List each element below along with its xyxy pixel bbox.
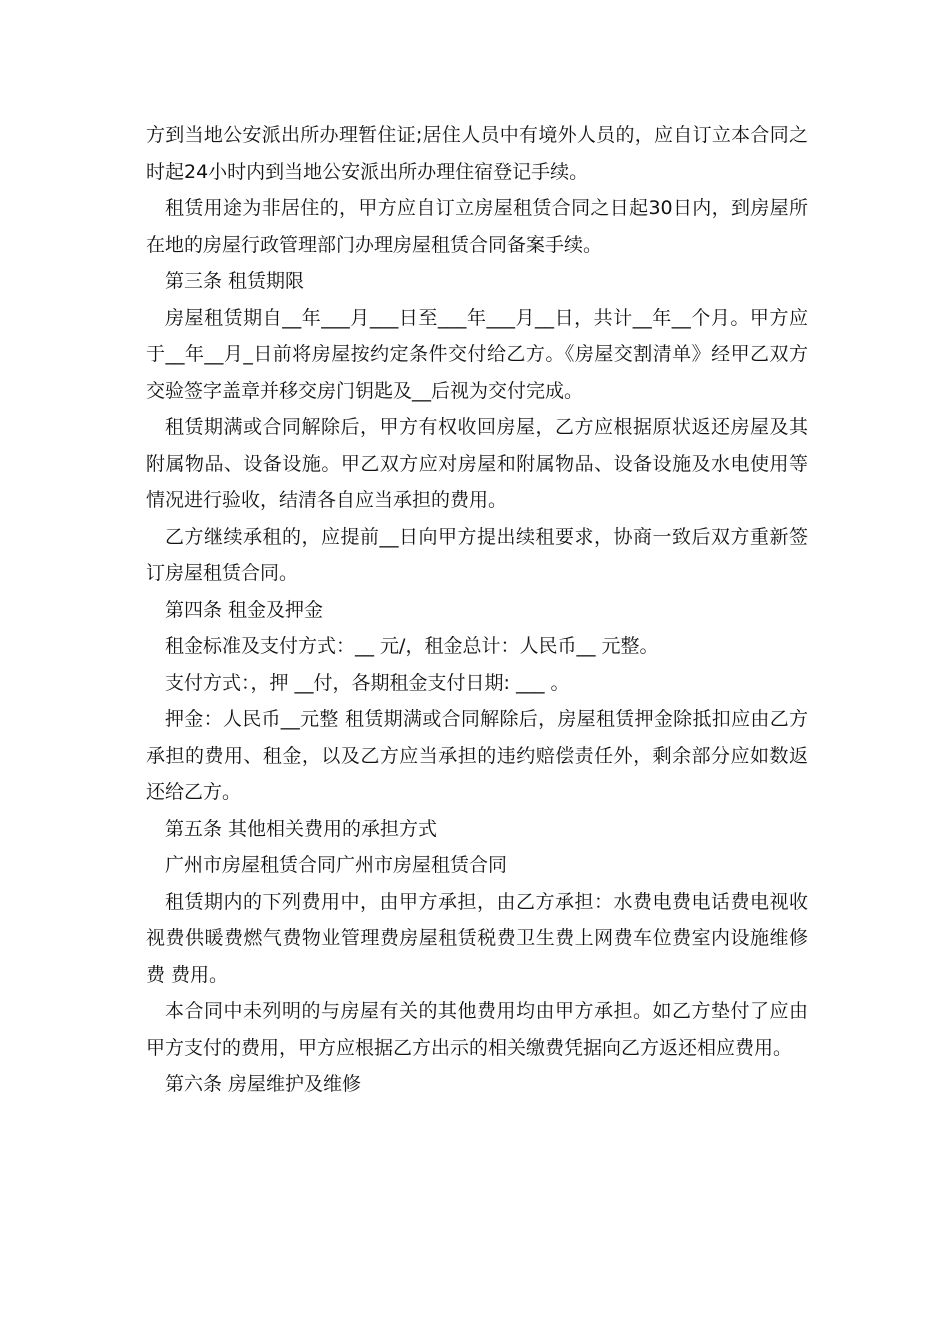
paragraph-payment-method: 支付方式：，押 __付，各期租金支付日期: ___ 。 — [165, 671, 570, 694]
paragraph-registration: 方到当地公安派出所办理暂住证;居住人员中有境外人员的，应自订立本合同之时起24小时内到当地公安派出所办理住宿登记手续。 — [146, 124, 808, 183]
section-heading-4: 第四条 租金及押金 — [165, 598, 324, 621]
section-heading-6: 第六条 房屋维护及维修 — [165, 1073, 362, 1095]
paragraph-renewal: 乙方继续承租的，应提前__日向甲方提出续租要求，协商一致后双方重新签订房屋租赁合同。 — [146, 525, 808, 584]
paragraph-other-fees: 本合同中未列明的与房屋有关的其他费用均由甲方承担。如乙方垫付了应由甲方支付的费用，甲方应根据乙方出示的相关缴费凭据向乙方返还相应费用。 — [146, 1000, 808, 1059]
document-title-line: 广州市房屋租赁合同广州市房屋租赁合同 — [165, 854, 508, 876]
paragraph-non-residential: 租赁用途为非居住的，甲方应自订立房屋租赁合同之日起30日内，到房屋所在地的房屋行政管理部门办理房屋租赁合同备案手续。 — [146, 197, 808, 256]
paragraph-rent-standard: 租金标准及支付方式：__ 元/，租金总计：人民币__ 元整。 — [165, 635, 659, 657]
paragraph-deposit: 押金：人民币__元整 租赁期满或合同解除后，房屋租赁押金除抵扣应由乙方承担的费用、租金，以及乙方应当承担的违约赔偿责任外，剩余部分应如数返还给乙方。 — [146, 708, 808, 803]
document-page — [146, 117, 808, 1103]
paragraph-fees-list: 租赁期内的下列费用中，由甲方承担，由乙方承担：水费电费电话费电视收视费供暖费燃气费物业管理费房屋租赁税费卫生费上网费车位费室内设施维修费 费用。 — [146, 890, 808, 986]
section-heading-3: 第三条 租赁期限 — [165, 270, 305, 292]
paragraph-lease-term: 房屋租赁期自__年___月___日至___年___月__日，共计__年__个月。甲方应于__年__月_日前将房屋按约定条件交付给乙方。《房屋交割清单》经甲乙双方交验签字盖章并移交房门钥匙及__后视为交付完成。 — [146, 306, 808, 402]
section-heading-5: 第五条 其他相关费用的承担方式 — [165, 817, 438, 840]
paragraph-lease-end: 租赁期满或合同解除后，甲方有权收回房屋，乙方应根据原状返还房屋及其附属物品、设备设施。甲乙双方应对房屋和附属物品、设备设施及水电使用等情况进行验收，结清各自应当承担的费用。 — [146, 416, 808, 511]
